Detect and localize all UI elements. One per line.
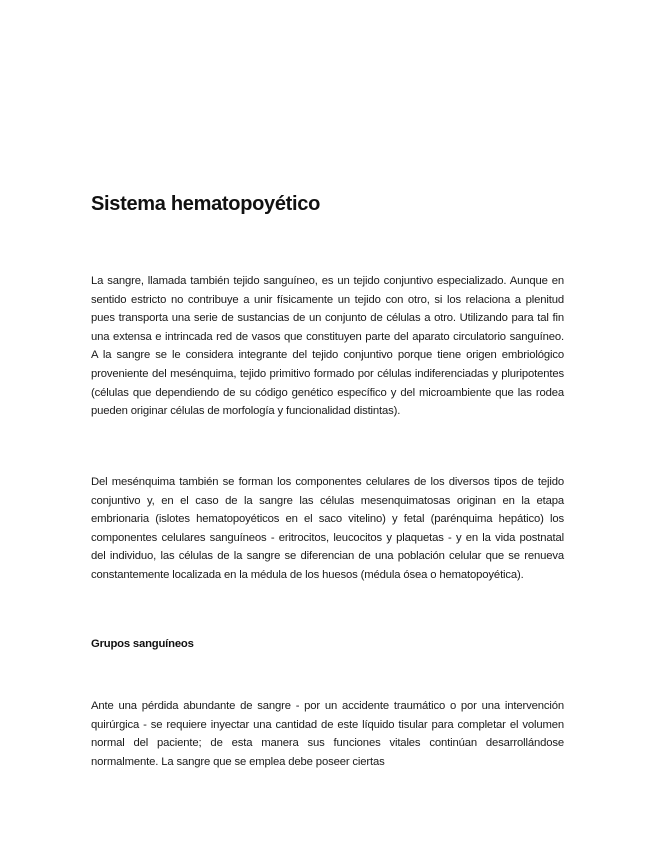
body-paragraph: Del mesénquima también se forman los componentes celulares de los diversos tipos de tejido conjuntivo y, en el caso de la sangre las células mesenquimatosas originan en la etapa embrionaria (islotes hematopoyéticos en el saco vitelino) y fetal (parénquima hepático) los componentes celulares sanguíneos - eritrocitos, leucocitos y plaquetas - y en la vida postnatal del individuo, las células de la sangre se diferencian de una población celular que se renueva constantemente localizada en la médula de los huesos (médula ósea o hematopoyética).	[91, 476, 564, 581]
body-paragraph: Ante una pérdida abundante de sangre - por un accidente traumático o por una intervención quirúrgica - se requiere inyectar una cantidad de este líquido tisular para completar el volumen normal del paciente; de esta manera sus funciones vitales continúan desarrollándose normalmente. La sangre que se emplea debe poseer ciertas	[91, 700, 564, 768]
section-heading: Grupos sanguíneos	[91, 638, 194, 650]
document-title: Sistema hematopoyético	[91, 193, 321, 215]
body-paragraph: La sangre, llamada también tejido sanguíneo, es un tejido conjuntivo especializado. Aunque en sentido estricto no contribuye a unir físicamente un tejido con otro, si los relaciona a plenitud pues transporta una serie de sustancias de un conjunto de células a otro. Utilizando para tal fin una extensa e intrincada red de vasos que constituyen parte del aparato circulatorio sanguíneo. A la sangre se le considera integrante del tejido conjuntivo porque tiene origen embriológico proveniente del mesénquima, tejido primitivo formado por células indiferenciadas y pluripotentes (células que dependiendo de su código genético específico y del microambiente que las rodea pueden originar células de morfología y funcionalidad distintas).	[91, 275, 564, 418]
